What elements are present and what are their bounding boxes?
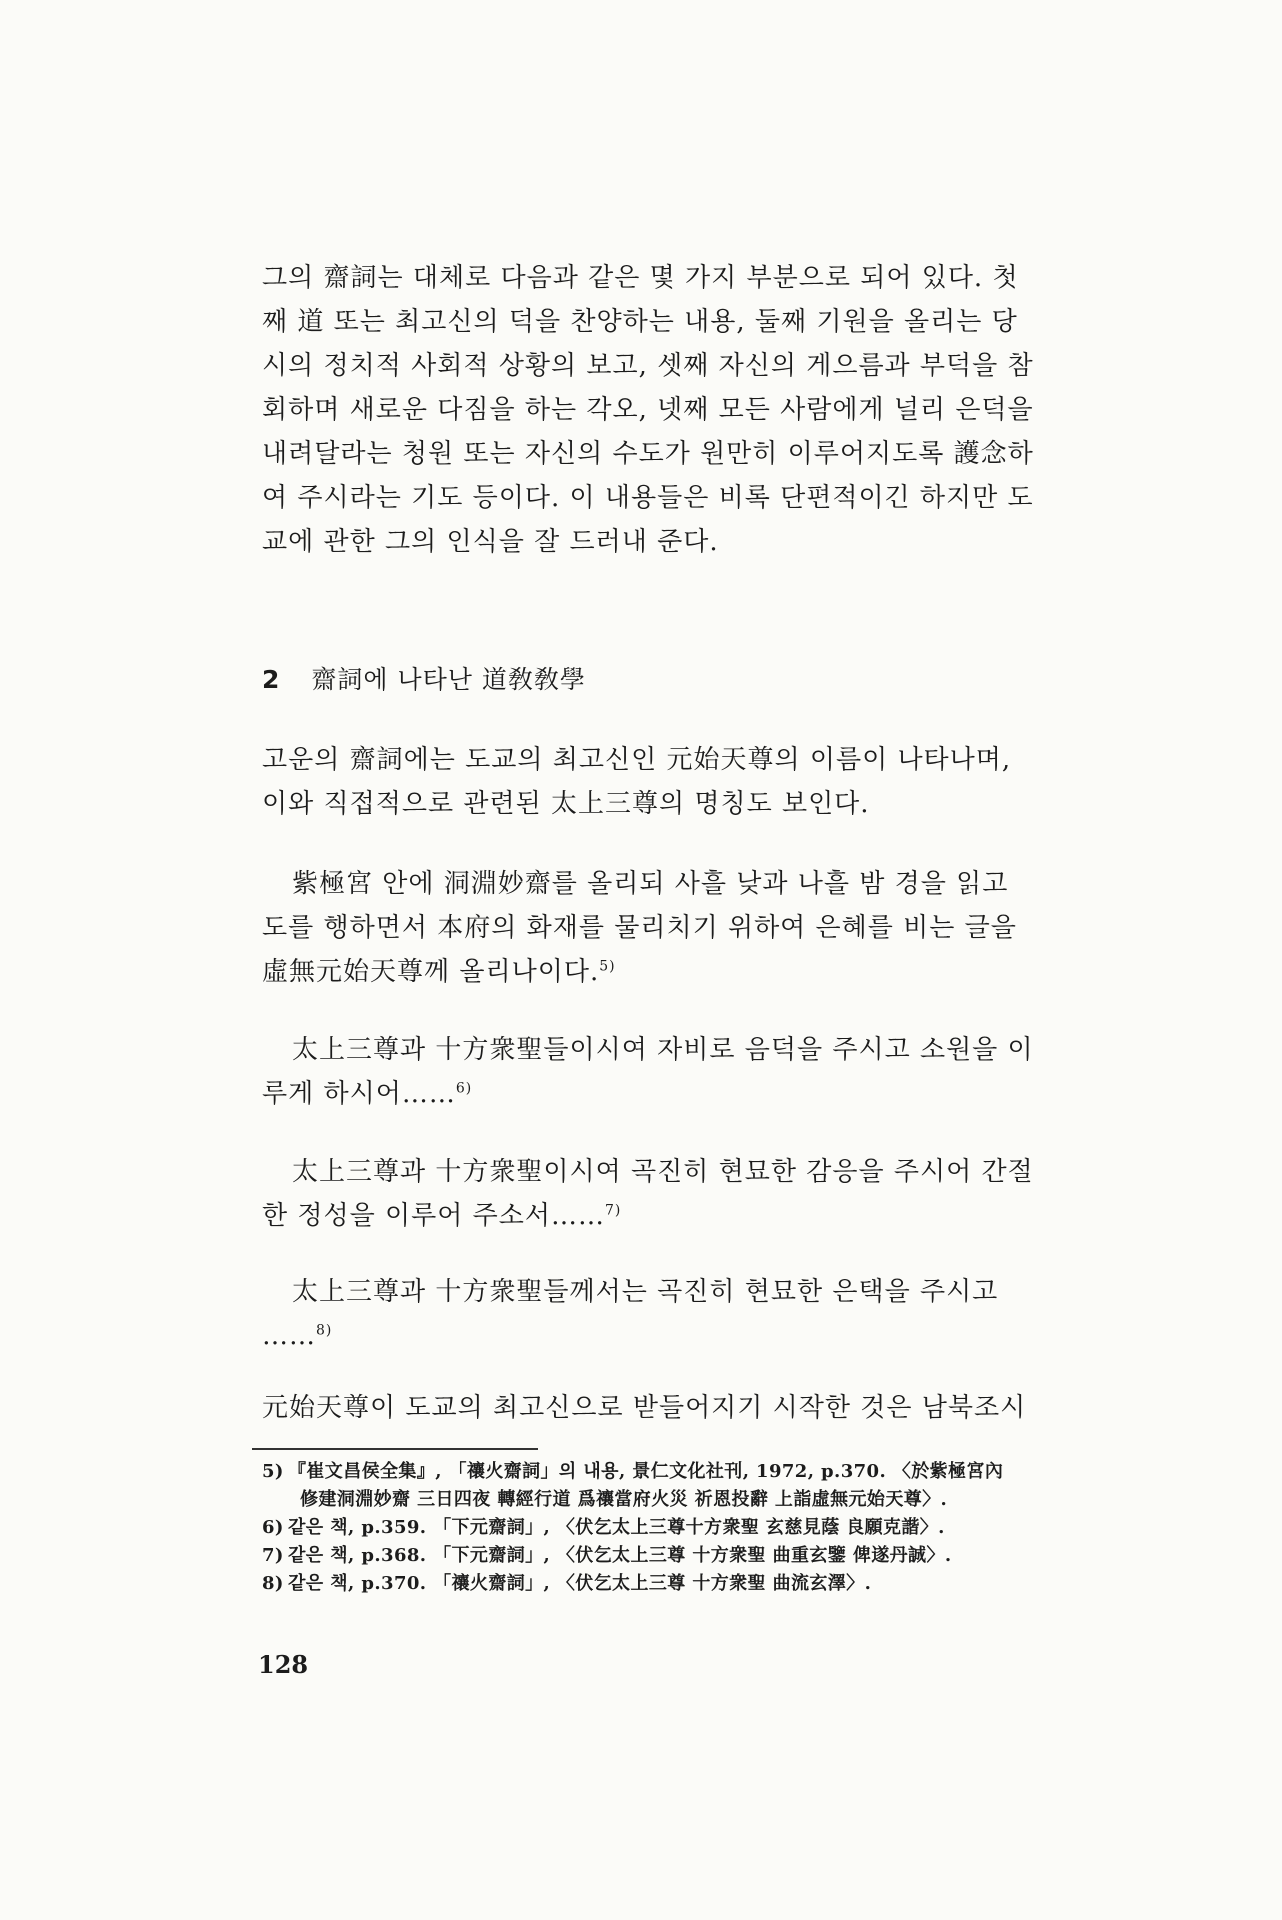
quote-line: 太上三尊과 十方衆聖들이시여 자비로 음덕을 주시고 소원을 이 — [292, 1035, 1034, 1065]
paragraph-line: 이와 직접적으로 관련된 太上三尊의 명칭도 보인다. — [262, 789, 870, 819]
paragraph-line: 내려달라는 청원 또는 자신의 수도가 원만히 이루어지도록 護念하 — [262, 439, 1034, 469]
page-number: 128 — [258, 1650, 309, 1679]
paragraph-line: 째 道 또는 최고신의 덕을 찬양하는 내용, 둘째 기원을 올리는 당 — [262, 307, 1018, 337]
footnote: 5) 『崔文昌侯全集』, 「禳火齋詞」의 내용, 景仁文化社刊, 1972, p.370. 〈於紫極宮內 — [262, 1461, 1004, 1482]
footnote: 6) 같은 책, p.359. 「下元齋詞」, 〈伏乞太上三尊十方衆聖 玄慈見蔭 良願克諧〉. — [262, 1517, 945, 1538]
footnote-ref[interactable]: 6) — [455, 1080, 473, 1097]
footnote-continuation: 修建洞淵妙齋 三日四夜 轉經行道 爲禳當府火災 祈恩投辭 上詣虛無元始天尊〉. — [300, 1489, 948, 1510]
paragraph-line: 고운의 齋詞에는 도교의 최고신인 元始天尊의 이름이 나타나며, — [262, 745, 1012, 775]
footnote-divider — [252, 1448, 538, 1450]
quote-line: 도를 행하면서 本府의 화재를 물리치기 위하여 은혜를 비는 글을 — [262, 913, 1017, 943]
intro-paragraph — [262, 256, 1102, 564]
block-quote — [262, 1270, 1102, 1358]
footnote: 7) 같은 책, p.368. 「下元齋詞」, 〈伏乞太上三尊 十方衆聖 曲重玄鑒 俾遂丹誠〉. — [262, 1545, 952, 1566]
quote-line: 太上三尊과 十方衆聖이시여 곡진히 현묘한 감응을 주시어 간절 — [292, 1157, 1034, 1187]
quote-line: 紫極宮 안에 洞淵妙齋를 올리되 사흘 낮과 나흘 밤 경을 읽고 — [292, 869, 1009, 899]
section-heading — [262, 660, 1102, 696]
block-quote — [262, 862, 1102, 994]
paragraph-line: 그의 齋詞는 대체로 다음과 같은 몇 가지 부분으로 되어 있다. 첫 — [262, 263, 1019, 293]
quote-line: 루게 하시어……$^{6)}$ — [262, 1079, 473, 1109]
block-quote — [262, 1028, 1102, 1116]
block-quote — [262, 1150, 1102, 1238]
paragraph-line: 여 주시라는 기도 등이다. 이 내용들은 비록 단편적이긴 하지만 도 — [262, 483, 1034, 513]
section-paragraph — [262, 738, 1102, 826]
closing-paragraph — [262, 1386, 1102, 1430]
footnote-ref[interactable]: 8) — [316, 1322, 333, 1339]
quote-line: 虛無元始天尊께 올리나이다.$^{5)}$ — [262, 957, 616, 987]
paragraph-line: 회하며 새로운 다짐을 하는 각오, 넷째 모든 사람에게 널리 은덕을 — [262, 395, 1034, 425]
paragraph-line: 시의 정치적 사회적 상황의 보고, 셋째 자신의 게으름과 부덕을 참 — [262, 351, 1034, 381]
section-number: 2 — [262, 665, 281, 694]
footnote-ref[interactable]: 7) — [604, 1202, 622, 1219]
paragraph-line: 교에 관한 그의 인식을 잘 드러내 준다. — [262, 527, 719, 557]
paragraph-line: 元始天尊이 도교의 최고신으로 받들어지기 시작한 것은 남북조시 — [262, 1393, 1027, 1423]
quote-line: 太上三尊과 十方衆聖들께서는 곡진히 현묘한 은택을 주시고 — [292, 1277, 999, 1307]
footnote: 8) 같은 책, p.370. 「禳火齋詞」, 〈伏乞太上三尊 十方衆聖 曲流玄澤〉. — [262, 1573, 872, 1594]
quote-line: 한 정성을 이루어 주소서……$^{7)}$ — [262, 1201, 622, 1231]
quote-line: ……$^{8)}$ — [262, 1321, 333, 1351]
footnotes — [262, 1458, 1102, 1598]
footnote-ref[interactable]: 5) — [599, 958, 616, 975]
section-title: 齋詞에 나타난 道敎敎學 — [311, 665, 586, 694]
